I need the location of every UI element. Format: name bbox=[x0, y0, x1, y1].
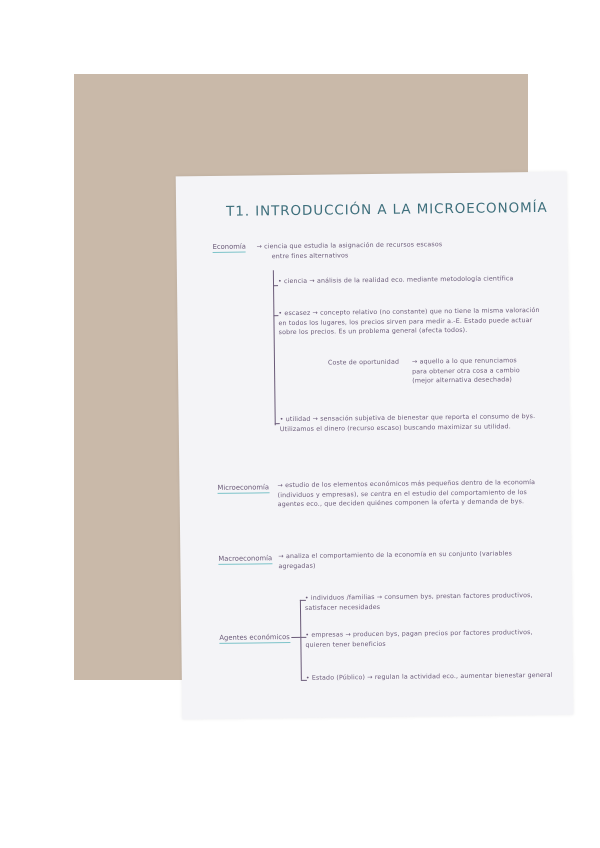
individuos-item: • individuos /familias → consumen bys, prestan factores productivos, satisfacer necesidades bbox=[304, 592, 533, 612]
economia-term: Economía bbox=[212, 242, 246, 251]
photo-background bbox=[74, 74, 553, 682]
agentes-economicos-term: Agentes económicos bbox=[219, 633, 290, 642]
page-title: T1. INTRODUCCIÓN A LA MICROECONOMÍA bbox=[226, 199, 548, 220]
economia-bracket bbox=[273, 270, 276, 425]
agentes-connector bbox=[291, 637, 300, 638]
macroeconomia-term: Macroeconomía bbox=[218, 554, 273, 563]
utilidad-item: • utilidad → sensación subjetiva de bienestar que reporta el consumo de bys. Utilizamos el dinero (recurso escaso) buscando maximizar su utilidad. bbox=[279, 413, 536, 433]
empresas-item: • empresas → producen bys, pagan precios por factores productivos, quieren tener beneficios bbox=[305, 629, 533, 649]
estado-item: • Estado (Público) → regulan la actividad eco., aumentar bienestar general bbox=[305, 671, 553, 682]
agentes-bracket bbox=[300, 600, 302, 680]
coste-oportunidad-term: Coste de oportunidad bbox=[327, 358, 400, 367]
economia-definition-line1: → ciencia que estudia la asignación de recursos escasos bbox=[256, 241, 443, 251]
escasez-item: • escasez → concepto relativo (no constante) que no tiene la misma valoración en todos los lugares, los precios sirven para medir a.-E. Estado puede actuar sobre los precios. Es un problema general (afecta todos). bbox=[278, 306, 540, 337]
economia-definition-line2: entre fines alternativos bbox=[271, 252, 349, 261]
microeconomia-definition: → estudio de los elementos económicos más pequeños dentro de la economía (individuos y empresas), se centra en el estudio del comportamiento de los agentes eco., que deciden quiénes componen la oferta y demanda de bys. bbox=[277, 479, 536, 509]
microeconomia-term: Microeconomía bbox=[217, 483, 270, 492]
notes-sheet bbox=[176, 172, 574, 720]
ciencia-item: • ciencia → análisis de la realidad eco. mediante metodología científica bbox=[277, 275, 514, 286]
coste-oportunidad-definition: → aquello a lo que renunciamos para obtener otra cosa a cambio (mejor alternativa desechada) bbox=[411, 357, 520, 385]
macroeconomia-definition: → analiza el comportamiento de la economía en su conjunto (variables agregadas) bbox=[278, 550, 513, 570]
